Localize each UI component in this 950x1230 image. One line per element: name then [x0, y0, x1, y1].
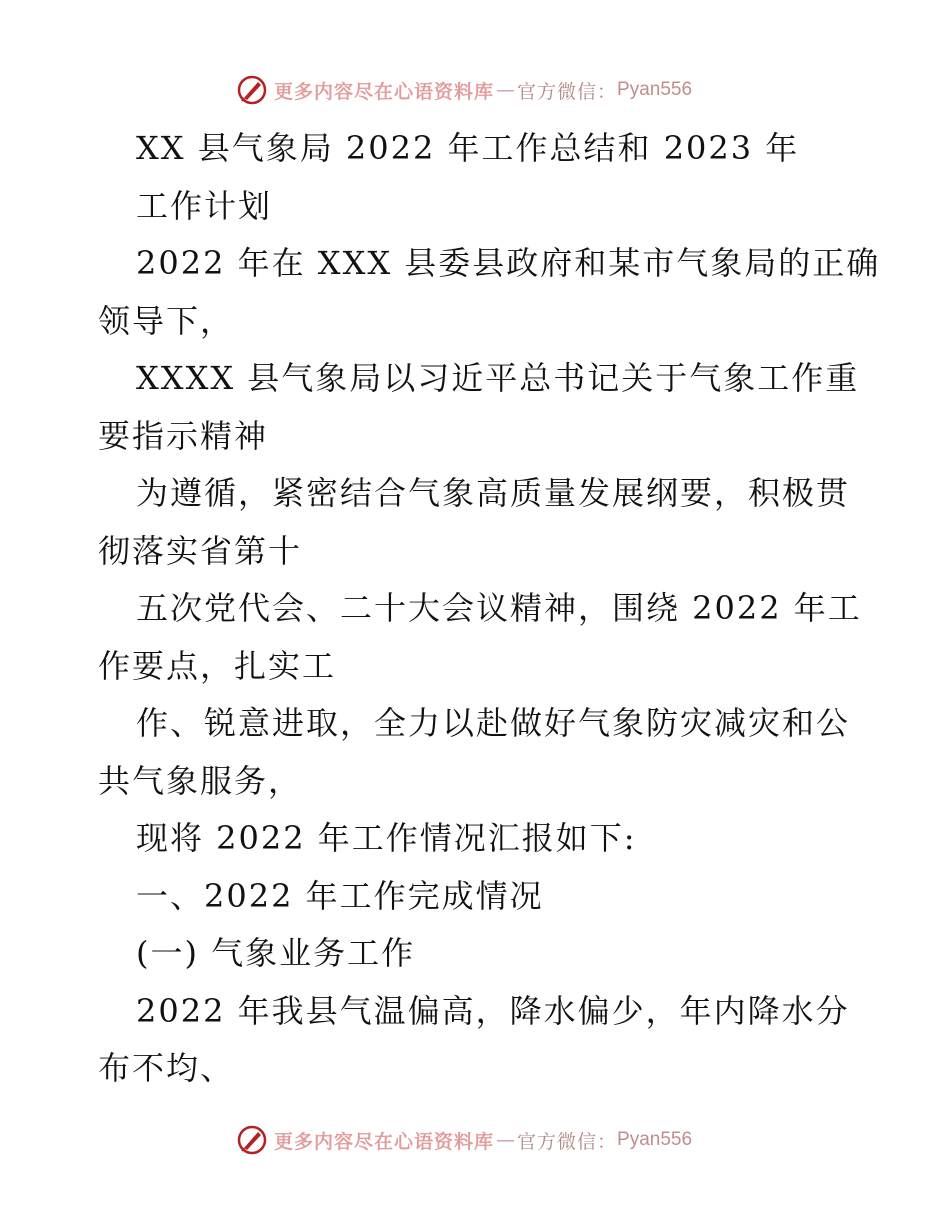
watermark-label: 官方微信： — [517, 1130, 618, 1153]
watermark-separator: — — [496, 1129, 516, 1151]
document-body — [98, 120, 881, 1098]
quill-logo-icon — [236, 1124, 268, 1156]
quill-logo-icon — [236, 74, 268, 106]
paragraph-line: 作、锐意进取，全力以赴做好气象防灾减灾和公 — [136, 704, 851, 742]
paragraph-line: 领导下， — [98, 301, 235, 340]
paragraph-line: 五次党代会、二十大会议精神，围绕 2022 年工 — [136, 589, 862, 627]
paragraph-line: 2022 年在 XXX 县委县政府和某市气象局的正确 — [136, 244, 881, 282]
subsection-heading: (一) 气象业务工作 — [136, 934, 416, 972]
watermark-text: 更多内容尽在心语资料库 — [274, 80, 495, 103]
paragraph-line: 彻落实省第十 — [98, 531, 303, 570]
section-heading: 一、2022 年工作完成情况 — [136, 876, 544, 915]
paragraph-line: XXXX 县气象局以习近平总书记关于气象工作重 — [136, 359, 860, 397]
header-watermark — [236, 74, 692, 106]
title-line-2: 工作计划 — [136, 186, 273, 225]
footer-watermark — [236, 1124, 692, 1156]
watermark-wechat-id: Pyan556 — [617, 79, 693, 100]
watermark-label: 官方微信： — [517, 80, 618, 103]
watermark-separator: — — [496, 79, 516, 101]
paragraph-line: 作要点，扎实工 — [98, 646, 337, 685]
watermark-text: 更多内容尽在心语资料库 — [274, 1130, 495, 1153]
paragraph-line: 2022 年我县气温偏高，降水偏少，年内降水分 — [136, 991, 850, 1030]
title-line-1: XX 县气象局 2022 年工作总结和 2023 年 — [136, 129, 800, 167]
paragraph-line: 布不均、 — [98, 1049, 235, 1087]
paragraph-line: 要指示精神 — [98, 416, 269, 455]
paragraph-line: 共气象服务， — [98, 761, 303, 800]
paragraph-line: 为遵循，紧密结合气象高质量发展纲要，积极贯 — [136, 474, 851, 512]
watermark-wechat-id: Pyan556 — [617, 1129, 693, 1150]
paragraph-line: 现将 2022 年工作情况汇报如下: — [136, 819, 637, 857]
